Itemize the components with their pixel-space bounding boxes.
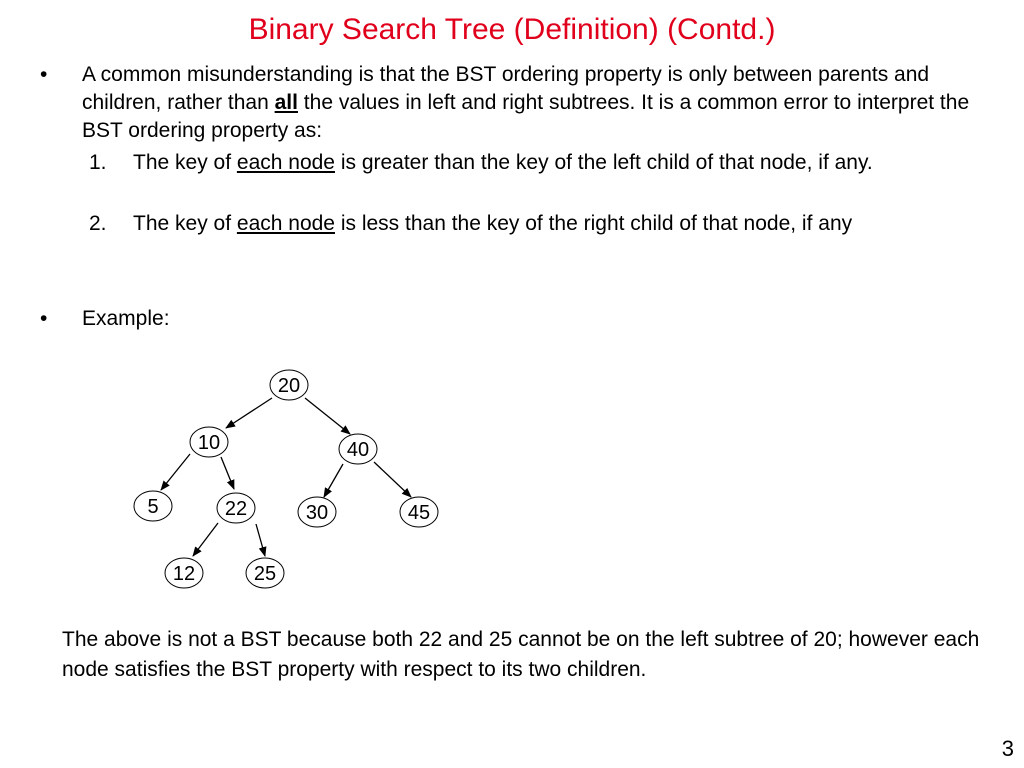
edge-22-12 xyxy=(193,523,218,556)
edge-20-40 xyxy=(305,398,350,434)
tree-node-20 xyxy=(270,370,308,400)
item-text-start: The key of xyxy=(133,212,237,235)
tree-node-45 xyxy=(400,497,438,527)
node-label: 25 xyxy=(253,563,277,585)
node-label: 40 xyxy=(346,439,370,461)
tree-node-10 xyxy=(190,427,228,457)
tree-node-5 xyxy=(134,491,172,521)
bullet1-text-end: the values in left and right subtrees. It is a common error to interpret the BST ordering property as: xyxy=(82,91,970,142)
tree-node-40 xyxy=(339,434,377,464)
tree-node-25 xyxy=(246,558,284,588)
item-text-end: is less than the key of the right child of that node, if any xyxy=(334,212,853,235)
item-underlined: each node xyxy=(236,151,335,174)
node-label: 20 xyxy=(277,375,301,397)
edge-40-30 xyxy=(324,464,343,497)
bullet1-emphasis: all xyxy=(274,91,298,114)
example-label: Example: xyxy=(82,307,170,330)
node-label: 10 xyxy=(197,432,221,454)
bullet-marker: • xyxy=(40,307,48,330)
slide-title: Binary Search Tree (Definition) (Contd.) xyxy=(248,13,776,46)
node-label: 12 xyxy=(172,563,196,585)
tree-node-12 xyxy=(165,558,203,588)
item-text-end: is greater than the key of the left child of that node, if any. xyxy=(334,151,873,174)
explanation-note: The above is not a BST because both 22 and 25 cannot be on the left subtree of 20; however each node satisfies the BST property with respect to its two children. xyxy=(62,628,980,681)
item-underlined: each node xyxy=(236,212,335,235)
edge-40-45 xyxy=(374,462,411,497)
item-number: 1. xyxy=(89,151,107,174)
page-number: 3 xyxy=(1001,736,1014,761)
edge-20-10 xyxy=(226,398,272,428)
item-text-start: The key of xyxy=(133,151,237,174)
bullet1-text-start: A common misunderstanding is that the BST ordering property is only between parents and children, rather than xyxy=(82,63,930,114)
node-label: 45 xyxy=(407,502,431,524)
edge-10-5 xyxy=(161,454,190,490)
tree-node-30 xyxy=(298,497,336,527)
edge-22-25 xyxy=(256,524,265,556)
node-label: 22 xyxy=(224,498,248,520)
tree-node-22 xyxy=(217,493,255,523)
edge-10-22 xyxy=(221,457,234,489)
node-label: 5 xyxy=(147,496,159,518)
item-number: 2. xyxy=(89,212,107,235)
bullet-marker: • xyxy=(40,63,48,86)
node-label: 30 xyxy=(305,502,329,524)
